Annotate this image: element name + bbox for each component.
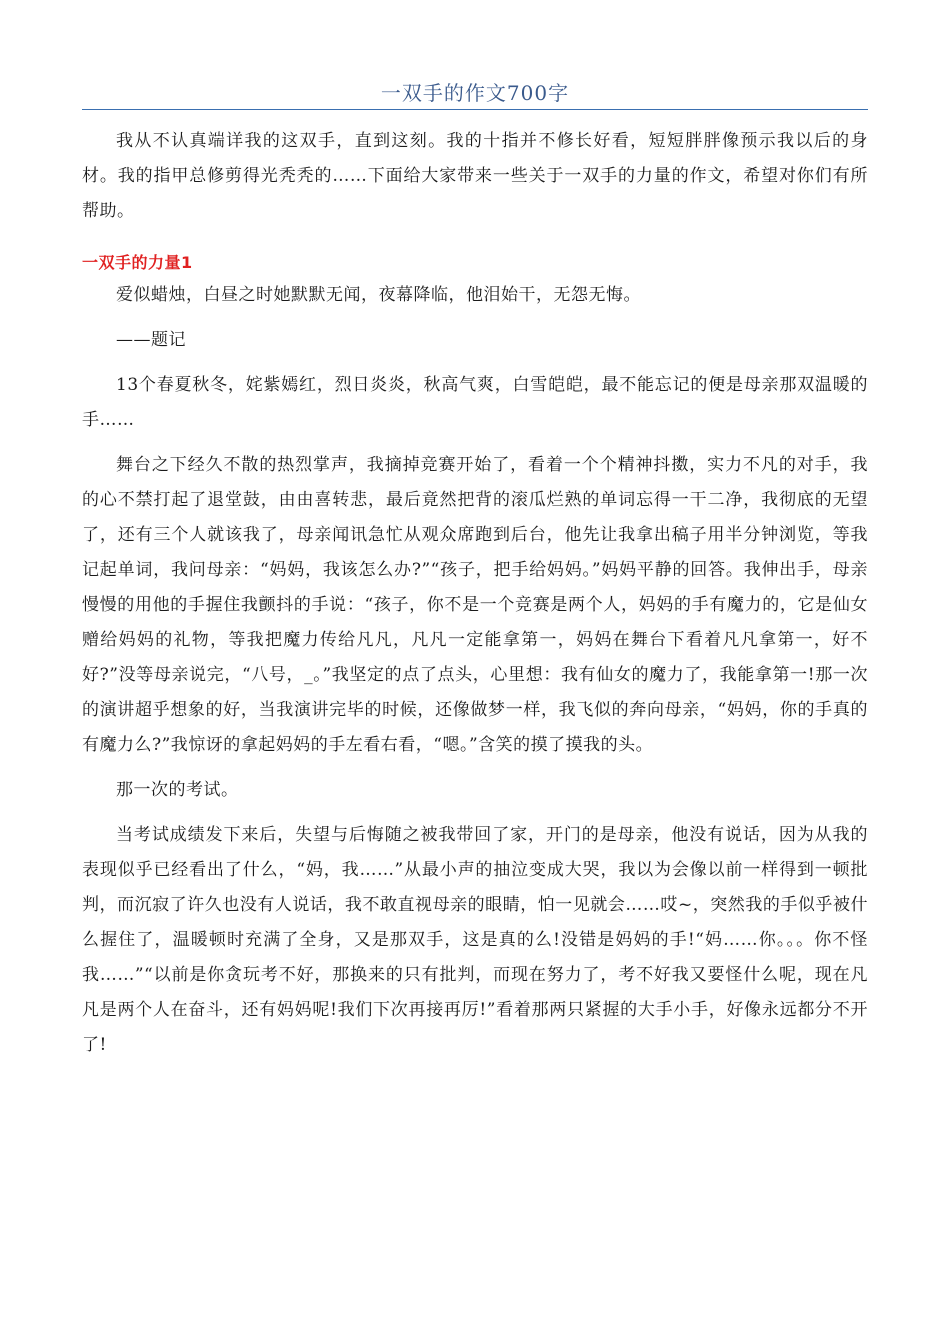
- body-paragraph: 舞台之下经久不散的热烈掌声，我摘掉竞赛开始了，看着一个个精神抖擞，实力不凡的对手，我的心不禁打起了退堂鼓，由由喜转悲，最后竟然把背的滚瓜烂熟的单词忘得一干二净，我彻底的无望了，还有三个人就该我了，母亲闻讯急忙从观众席跑到后台，他先让我拿出稿子用半分钟浏览，等我记起单词，我问母亲：“妈妈，我该怎么办?”“孩子，把手给妈妈。”妈妈平静的回答。我伸出手，母亲慢慢的用他的手握住我颤抖的手说：“孩子，你不是一个竞赛是两个人，妈妈的手有魔力的，它是仙女赠给妈妈的礼物，等我把魔力传给凡凡，凡凡一定能拿第一，妈妈在舞台下看着凡凡拿第一，好不好?”没等母亲说完，“八号，_。”我坚定的点了点头，心里想：我有仙女的魔力了，我能拿第一!那一次的演讲超乎想象的好，当我演讲完毕的时候，还像做梦一样，我飞似的奔向母亲，“妈妈，你的手真的有魔力么?”我惊讶的拿起妈妈的手左看右看，“嗯。”含笑的摸了摸我的头。: [82, 455, 868, 755]
- epigraph-paragraph: 爱似蜡烛，白昼之时她默默无闻，夜幕降临，他泪始干，无怨无悔。: [116, 285, 641, 305]
- document-title: 一双手的作文700字: [380, 81, 570, 105]
- epigraph-attribution: ——题记: [116, 330, 186, 350]
- title-divider: [82, 109, 868, 110]
- body-paragraph: 当考试成绩发下来后，失望与后悔随之被我带回了家，开门的是母亲，他没有说话，因为从我的表现似乎已经看出了什么，“妈，我……”从最小声的抽泣变成大哭，我以为会像以前一样得到一顿批判，而沉寂了许久也没有人说话，我不敢直视母亲的眼睛，怕一见就会……哎~，突然我的手似乎被什么握住了，温暖顿时充满了全身，又是那双手，这是真的么!没错是妈妈的手!“妈……你。。。你不怪我……”“以前是你贪玩考不好，那换来的只有批判，而现在努力了，考不好我又要怪什么呢，现在凡凡是两个人在奋斗，还有妈妈呢!我们下次再接再厉!”看着那两只紧握的大手小手，好像永远都分不开了!: [82, 825, 868, 1055]
- section-heading: 一双手的力量1: [82, 253, 193, 272]
- body-paragraph: 那一次的考试。: [116, 780, 239, 800]
- body-paragraph: 13个春夏秋冬，姹紫嫣红，烈日炎炎，秋高气爽，白雪皑皑，最不能忘记的便是母亲那双温暖的手……: [82, 375, 868, 430]
- intro-paragraph: 我从不认真端详我的这双手，直到这刻。我的十指并不修长好看，短短胖胖像预示我以后的身材。我的指甲总修剪得光秃秃的……下面给大家带来一些关于一双手的力量的作文，希望对你们有所帮助。: [82, 131, 868, 221]
- document-page: [82, 78, 868, 1063]
